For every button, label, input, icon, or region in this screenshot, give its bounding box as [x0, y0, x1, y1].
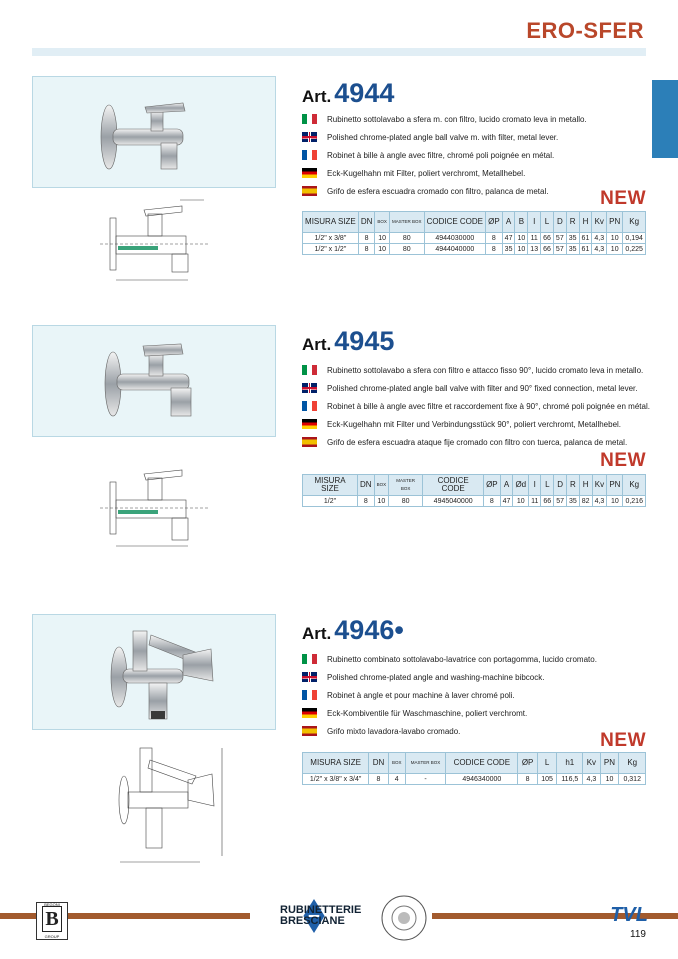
table-header-row [303, 212, 646, 233]
article-title [302, 78, 394, 109]
table-row [303, 244, 646, 255]
description-text: Rubinetto sottolavabo a sfera m. con filtro, lucido cromato leva in metallo. [327, 114, 587, 124]
table-cell: 10 [375, 233, 390, 244]
product-photo [32, 325, 276, 437]
table-header: CODICE CODE [446, 753, 518, 774]
drawing-icon [100, 740, 230, 870]
description-fr [302, 397, 662, 415]
france-flag-icon [302, 150, 317, 160]
table-cell: 10 [375, 244, 390, 255]
table-cell: 1/2" [303, 496, 358, 507]
table-header: D [554, 475, 567, 496]
spec-table [302, 211, 646, 255]
header-bar [32, 48, 646, 56]
table-cell: 47 [500, 496, 513, 507]
table-header: CODICE CODE [424, 212, 486, 233]
table-cell: 4945040000 [423, 496, 484, 507]
description-de [302, 415, 662, 433]
description-text: Robinet à bille à angle avec filtre et raccordement fixe à 90°, chromé poli poignée en métal. [327, 401, 650, 411]
new-badge: NEW [600, 730, 646, 751]
table-header: DN [358, 475, 375, 496]
table-header: H [579, 475, 592, 496]
table-header: D [553, 212, 566, 233]
article-title [302, 326, 394, 357]
technical-drawing [100, 460, 216, 557]
france-flag-icon [302, 690, 317, 700]
table-cell: 4,3 [592, 496, 607, 507]
germany-flag-icon [302, 708, 317, 718]
table-cell: 4,3 [592, 233, 607, 244]
table-header: A [500, 475, 513, 496]
italy-flag-icon [302, 114, 317, 124]
table-header: ØP [486, 212, 503, 233]
description-it [302, 361, 662, 379]
table-header: Kv [592, 475, 607, 496]
valve-photo-icon [33, 326, 275, 436]
page-number: 119 [630, 929, 646, 940]
table-cell: 10 [513, 496, 529, 507]
table-cell: 66 [541, 496, 554, 507]
table-cell: 8 [486, 244, 503, 255]
table-cell: 35 [502, 244, 515, 255]
table-row [303, 496, 646, 507]
description-text: Grifo de esfera escuadra cromado con filtro, palanca de metal. [327, 186, 549, 196]
table-header: I [529, 475, 541, 496]
company-name-line2: BRESCIANE [280, 915, 345, 927]
drawing-icon [100, 196, 216, 288]
table-cell: 8 [518, 774, 537, 785]
spain-flag-icon [302, 437, 317, 447]
technical-drawing [100, 196, 216, 293]
new-badge: NEW [600, 450, 646, 471]
description-list [302, 110, 662, 200]
article-label: Art. [302, 624, 332, 643]
table-header: MISURA SIZE [303, 753, 369, 774]
article-number: 4944 [334, 78, 395, 108]
table-header: Kg [623, 212, 646, 233]
table-header: DN [369, 753, 388, 774]
table-cell: 8 [358, 496, 375, 507]
table-header: BOX [375, 212, 390, 233]
table-cell: 1/2" x 1/2" [303, 244, 359, 255]
table-cell: 10 [607, 496, 623, 507]
table-cell: - [405, 774, 446, 785]
table-header: L [541, 212, 554, 233]
description-text: Polished chrome-plated angle and washing-machine bibcock. [327, 672, 545, 682]
spec-table [302, 752, 646, 785]
germany-flag-icon [302, 419, 317, 429]
description-fr [302, 146, 662, 164]
table-cell: 66 [541, 233, 554, 244]
description-it [302, 110, 662, 128]
table-cell: 8 [358, 233, 375, 244]
group-logo-top: BEGONI [44, 902, 60, 907]
table-header: ØP [484, 475, 501, 496]
group-logo-bottom: GROUP [44, 934, 60, 939]
description-text: Grifo de esfera escuadra ataque fije cromado con filtro con tuerca, palanca de metal. [327, 437, 628, 447]
table-cell: 10 [600, 774, 619, 785]
table-cell: 1/2" x 3/8" x 3/4" [303, 774, 369, 785]
spain-flag-icon [302, 186, 317, 196]
table-cell: 80 [389, 244, 424, 255]
table-header: PN [607, 475, 623, 496]
drawing-icon [100, 460, 216, 552]
table-cell: 66 [541, 244, 554, 255]
table-cell: 10 [374, 496, 389, 507]
table-header: PN [607, 212, 623, 233]
table-header: Kg [619, 753, 646, 774]
description-en [302, 379, 662, 397]
new-badge: NEW [600, 188, 646, 209]
table-cell: 35 [566, 233, 579, 244]
table-header: R [566, 212, 579, 233]
uk-flag-icon [302, 132, 317, 142]
table-header: Kg [623, 475, 646, 496]
table-cell: 57 [554, 496, 567, 507]
description-text: Robinet à angle et pour machine à laver chromé poli. [327, 690, 515, 700]
table-cell: 61 [579, 233, 592, 244]
table-cell: 4944040000 [424, 244, 486, 255]
table-cell: 105 [537, 774, 557, 785]
table-cell: 35 [566, 244, 579, 255]
article-label: Art. [302, 335, 332, 354]
description-text: Rubinetto combinato sottolavabo-lavatrice con portagomma, lucido cromato. [327, 654, 597, 664]
table-cell: 1/2" x 3/8" [303, 233, 359, 244]
company-name-line1: RUBINETTERIE [280, 904, 362, 916]
description-de [302, 704, 662, 722]
table-cell: 4,3 [592, 244, 607, 255]
france-flag-icon [302, 401, 317, 411]
table-header-row [303, 475, 646, 496]
table-row [303, 774, 646, 785]
table-cell: 116,5 [557, 774, 583, 785]
table-header: Kv [592, 212, 607, 233]
uk-flag-icon [302, 672, 317, 682]
description-fr [302, 686, 662, 704]
spec-table [302, 474, 646, 507]
description-text: Polished chrome-plated angle ball valve with filter and 90° fixed connection, metal lever. [327, 383, 638, 393]
table-cell: 0,225 [623, 244, 646, 255]
table-cell: 80 [389, 496, 423, 507]
table-row [303, 233, 646, 244]
description-it [302, 650, 662, 668]
table-header-row [303, 753, 646, 774]
description-text: Polished chrome-plated angle ball valve m. with filter, metal lever. [327, 132, 559, 142]
table-header: MASTER BOX [389, 475, 423, 496]
valve-photo-icon [33, 615, 275, 729]
brand-logo: TVL [610, 904, 648, 926]
table-cell: 4,3 [583, 774, 600, 785]
article-title [302, 615, 404, 646]
table-cell: 11 [528, 233, 541, 244]
table-cell: 8 [358, 244, 375, 255]
table-header: MISURA SIZE [303, 475, 358, 496]
company-name [280, 905, 361, 927]
product-photo [32, 76, 276, 188]
table-header: B [515, 212, 528, 233]
germany-flag-icon [302, 168, 317, 178]
table-header: h1 [557, 753, 583, 774]
product-photo [32, 614, 276, 730]
table-header: A [502, 212, 515, 233]
description-text: Grifo mixto lavadora-lavabo cromado. [327, 726, 461, 736]
description-list [302, 650, 662, 740]
description-es [302, 433, 662, 451]
table-header: Ød [513, 475, 529, 496]
table-cell: 8 [486, 233, 503, 244]
table-cell: 8 [484, 496, 501, 507]
brand-title: ERO-SFER [526, 18, 644, 43]
description-text: Eck-Kugelhahn mit Filter und Verbindungsstück 90°, poliert verchromt, Metallhebel. [327, 419, 622, 429]
table-header: Kv [583, 753, 600, 774]
table-header: CODICE CODE [423, 475, 484, 496]
table-cell: 57 [553, 233, 566, 244]
table-header: BOX [388, 753, 405, 774]
table-cell: 8 [369, 774, 388, 785]
table-cell: 35 [566, 496, 579, 507]
table-cell: 11 [529, 496, 541, 507]
table-cell: 0,194 [623, 233, 646, 244]
valve-photo-icon [33, 77, 275, 187]
table-cell: 61 [579, 244, 592, 255]
table-cell: 4 [388, 774, 405, 785]
table-header: R [566, 475, 579, 496]
group-logo-letter: B [42, 906, 62, 932]
table-header: ØP [518, 753, 537, 774]
table-cell: 0,216 [623, 496, 646, 507]
description-text: Rubinetto sottolavabo a sfera con filtro e attacco fisso 90°, lucido cromato leva in metallo. [327, 365, 644, 375]
table-header: BOX [374, 475, 389, 496]
group-logo [36, 902, 68, 940]
description-text: Robinet à bille à angle avec filtre, chromé poli poignée en métal. [327, 150, 555, 160]
table-cell: 10 [515, 244, 528, 255]
italy-flag-icon [302, 654, 317, 664]
table-header: MASTER BOX [405, 753, 446, 774]
table-header: I [528, 212, 541, 233]
table-header: DN [358, 212, 375, 233]
description-list [302, 361, 662, 451]
description-de [302, 164, 662, 182]
description-text: Eck-Kugelhahn mit Filter, poliert verchromt, Metallhebel. [327, 168, 526, 178]
italy-flag-icon [302, 365, 317, 375]
description-en [302, 668, 662, 686]
table-cell: 82 [579, 496, 592, 507]
table-header: H [579, 212, 592, 233]
table-cell: 4944030000 [424, 233, 486, 244]
article-number: 4945 [334, 326, 395, 356]
table-header: L [537, 753, 557, 774]
table-cell: 0,312 [619, 774, 646, 785]
table-cell: 10 [607, 244, 623, 255]
table-cell: 10 [607, 233, 623, 244]
table-header: L [541, 475, 554, 496]
table-header: MISURA SIZE [303, 212, 359, 233]
table-cell: 4946340000 [446, 774, 518, 785]
spain-flag-icon [302, 726, 317, 736]
table-header: MASTER BOX [389, 212, 424, 233]
technical-drawing [100, 740, 230, 875]
uk-flag-icon [302, 383, 317, 393]
article-label: Art. [302, 87, 332, 106]
table-cell: 10 [515, 233, 528, 244]
table-cell: 57 [553, 244, 566, 255]
description-text: Eck-Kombiventile für Waschmaschine, poliert verchromt. [327, 708, 528, 718]
certification-seal-icon [380, 894, 428, 942]
table-cell: 47 [502, 233, 515, 244]
description-en [302, 128, 662, 146]
article-number: 4946• [334, 615, 404, 645]
table-header: PN [600, 753, 619, 774]
table-cell: 13 [528, 244, 541, 255]
table-cell: 80 [389, 233, 424, 244]
